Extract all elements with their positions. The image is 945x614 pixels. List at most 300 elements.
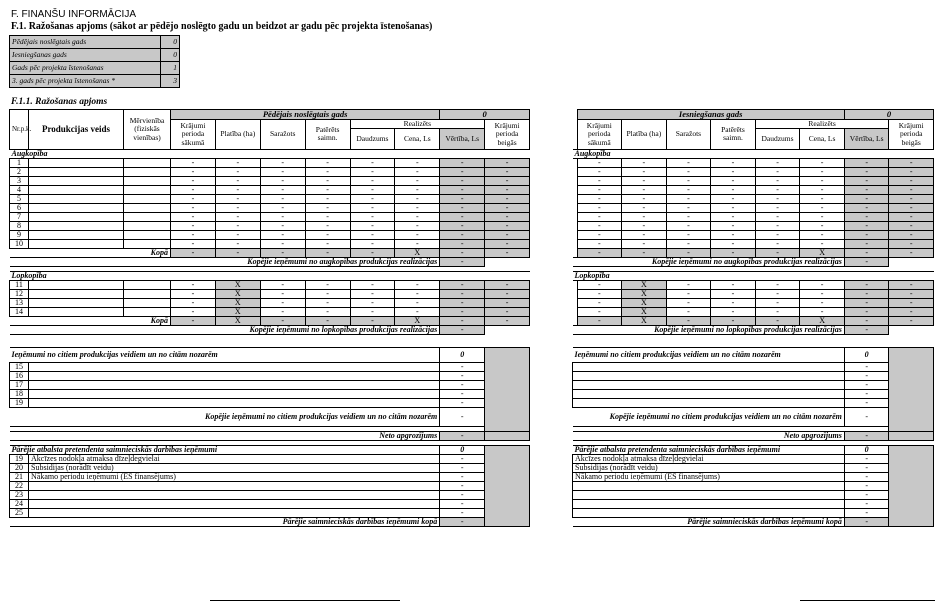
stock-end-cell: - bbox=[889, 240, 934, 249]
summary-label: Pēdējais noslēgtais gads bbox=[10, 36, 161, 49]
crops-income-value: - bbox=[844, 258, 889, 267]
rest-item-cell[interactable] bbox=[573, 491, 845, 500]
area-cell: X bbox=[215, 308, 260, 317]
block-value: 0 bbox=[440, 110, 530, 120]
rest-item-cell[interactable]: Nākamo periodu ieņēmumi (ES finansējums) bbox=[29, 473, 440, 482]
table-row bbox=[573, 231, 934, 240]
table-row bbox=[10, 473, 530, 482]
other-item-cell[interactable] bbox=[29, 372, 440, 381]
stock-start-cell: - bbox=[577, 195, 622, 204]
qty-cell: - bbox=[755, 290, 800, 299]
other-item-cell[interactable] bbox=[573, 381, 845, 390]
product-cell[interactable] bbox=[29, 213, 124, 222]
spacer bbox=[10, 335, 530, 348]
product-cell[interactable] bbox=[29, 168, 124, 177]
row-number: 16 bbox=[10, 372, 29, 381]
sold-header: Realizēts bbox=[350, 119, 485, 129]
rest-item-cell[interactable]: Nākamo periodu ieņēmumi (ES finansējums) bbox=[573, 473, 845, 482]
consumed-cell: - bbox=[305, 290, 350, 299]
crops-income-label: Kopējie ieņēmumi no augkopības produkcijas realizācijas bbox=[10, 258, 440, 267]
rest-value-cell: - bbox=[844, 491, 889, 500]
area-cell: - bbox=[215, 240, 260, 249]
price-cell: - bbox=[800, 281, 845, 290]
livestock-income-value: - bbox=[440, 326, 485, 335]
total-stock-start: - bbox=[577, 249, 622, 258]
unit-cell[interactable] bbox=[124, 299, 171, 308]
row-number: 3 bbox=[10, 177, 29, 186]
table-row bbox=[573, 195, 934, 204]
price-cell: - bbox=[395, 281, 440, 290]
produced-cell: - bbox=[666, 177, 711, 186]
other-value-cell: - bbox=[440, 381, 485, 390]
price-cell: - bbox=[800, 177, 845, 186]
value-cell: - bbox=[440, 290, 485, 299]
total-produced: - bbox=[260, 317, 305, 326]
rest-value-cell: - bbox=[440, 464, 485, 473]
rest-total-label: Pārējie saimnieciskās darbības ieņēmumi kopā bbox=[573, 518, 845, 527]
production-volume-heading: F.1.1. Ražošanas apjoms bbox=[11, 97, 108, 107]
stock-end-cell: - bbox=[889, 290, 934, 299]
stock-start-cell: - bbox=[577, 299, 622, 308]
rest-item-cell[interactable]: Subsidijas (norādīt veidu) bbox=[29, 464, 440, 473]
stock-start-cell: - bbox=[171, 299, 216, 308]
stock-end-header: Krājumi perioda beigās bbox=[485, 119, 530, 150]
value-cell: - bbox=[844, 290, 889, 299]
table-row bbox=[10, 168, 530, 177]
stock-start-cell: - bbox=[171, 240, 216, 249]
income-row bbox=[573, 258, 934, 267]
rest-item-cell[interactable] bbox=[573, 482, 845, 491]
value-cell: - bbox=[440, 186, 485, 195]
table-row bbox=[573, 372, 934, 381]
produced-cell: - bbox=[260, 308, 305, 317]
price-cell: - bbox=[395, 213, 440, 222]
qty-cell: - bbox=[755, 204, 800, 213]
consumed-cell: - bbox=[711, 213, 756, 222]
value-cell: - bbox=[844, 159, 889, 168]
consumed-cell: - bbox=[305, 168, 350, 177]
area-cell: - bbox=[215, 159, 260, 168]
consumed-cell: - bbox=[711, 159, 756, 168]
block-value: 0 bbox=[844, 110, 933, 120]
stock-start-cell: - bbox=[577, 177, 622, 186]
nr-header: Nr.p.k. bbox=[10, 110, 29, 150]
table-row bbox=[10, 372, 530, 381]
stock-end-cell: - bbox=[485, 299, 530, 308]
value-cell: - bbox=[844, 177, 889, 186]
row-number: 4 bbox=[10, 186, 29, 195]
total-price: X bbox=[395, 317, 440, 326]
produced-cell: - bbox=[666, 213, 711, 222]
stock-start-cell: - bbox=[577, 281, 622, 290]
price-cell: - bbox=[800, 186, 845, 195]
rest-value-cell: - bbox=[844, 509, 889, 518]
stock-end-cell: - bbox=[485, 213, 530, 222]
block-title: Pēdējais noslēgtais gads bbox=[171, 110, 440, 120]
table-row bbox=[10, 204, 530, 213]
table-row bbox=[573, 390, 934, 399]
consumed-cell: - bbox=[305, 308, 350, 317]
net-turnover-label: Neto apgrozījums bbox=[573, 432, 845, 441]
product-cell[interactable] bbox=[29, 299, 124, 308]
unit-cell[interactable] bbox=[124, 168, 171, 177]
total-price: X bbox=[800, 317, 845, 326]
unit-cell[interactable] bbox=[124, 290, 171, 299]
price-cell: - bbox=[800, 213, 845, 222]
area-cell: X bbox=[622, 308, 667, 317]
price-cell: - bbox=[395, 222, 440, 231]
qty-cell: - bbox=[350, 195, 395, 204]
livestock-income-label: Kopējie ieņēmumi no lopkopības produkcijas realizācijas bbox=[573, 326, 845, 335]
stock-end-cell: - bbox=[889, 168, 934, 177]
total-label: Kopā bbox=[10, 249, 171, 258]
stock-end-cell: - bbox=[485, 195, 530, 204]
product-cell[interactable] bbox=[29, 240, 124, 249]
value-cell: - bbox=[440, 168, 485, 177]
section-row bbox=[573, 272, 934, 281]
stock-start-cell: - bbox=[171, 168, 216, 177]
production-table-left bbox=[9, 109, 530, 527]
value-cell: - bbox=[844, 281, 889, 290]
table-row bbox=[573, 482, 934, 491]
product-cell[interactable] bbox=[29, 222, 124, 231]
qty-cell: - bbox=[350, 281, 395, 290]
row-number: 21 bbox=[10, 473, 29, 482]
rest-item-cell[interactable]: Akcīzes nodokļa atmaksa dīzeļdegvielai bbox=[573, 455, 845, 464]
other-item-cell[interactable] bbox=[29, 399, 440, 408]
qty-cell: - bbox=[350, 299, 395, 308]
other-total-value: - bbox=[440, 408, 485, 427]
unit-cell[interactable] bbox=[124, 281, 171, 290]
row-number: 17 bbox=[10, 381, 29, 390]
rest-value-cell: - bbox=[440, 491, 485, 500]
area-cell: X bbox=[622, 290, 667, 299]
area-cell: - bbox=[622, 240, 667, 249]
area-cell: X bbox=[215, 290, 260, 299]
stock-end-cell: - bbox=[889, 213, 934, 222]
spacer bbox=[573, 335, 934, 348]
rest-value-cell: - bbox=[440, 500, 485, 509]
table-row bbox=[10, 177, 530, 186]
produced-cell: - bbox=[260, 204, 305, 213]
table-row bbox=[10, 213, 530, 222]
total-stock-end: - bbox=[485, 317, 530, 326]
produced-cell: - bbox=[666, 308, 711, 317]
year-summary-table bbox=[9, 35, 180, 88]
value-cell: - bbox=[440, 177, 485, 186]
other-item-cell[interactable] bbox=[573, 372, 845, 381]
area-cell: - bbox=[215, 195, 260, 204]
price-cell: - bbox=[395, 299, 440, 308]
other-item-cell[interactable] bbox=[573, 399, 845, 408]
price-cell: - bbox=[395, 168, 440, 177]
value-cell: - bbox=[844, 213, 889, 222]
rest-item-cell[interactable] bbox=[573, 500, 845, 509]
row-number: 6 bbox=[10, 204, 29, 213]
rest-item-cell[interactable] bbox=[29, 482, 440, 491]
section-row bbox=[10, 348, 530, 363]
row-number: 14 bbox=[10, 308, 29, 317]
unit-cell[interactable] bbox=[124, 222, 171, 231]
unit-cell[interactable] bbox=[124, 159, 171, 168]
unit-cell[interactable] bbox=[124, 195, 171, 204]
signature-line bbox=[210, 600, 400, 601]
total-value: - bbox=[844, 317, 889, 326]
unit-cell[interactable] bbox=[124, 186, 171, 195]
consumed-cell: - bbox=[711, 290, 756, 299]
price-cell: - bbox=[800, 168, 845, 177]
table-row bbox=[573, 363, 934, 372]
stock-end-cell: - bbox=[889, 186, 934, 195]
net-turnover-value: - bbox=[440, 432, 485, 441]
table-row bbox=[573, 491, 934, 500]
stock-end-cell: - bbox=[485, 240, 530, 249]
qty-header: Daudzums bbox=[755, 129, 800, 150]
total-stock-end: - bbox=[889, 317, 934, 326]
product-cell[interactable] bbox=[29, 231, 124, 240]
qty-cell: - bbox=[755, 159, 800, 168]
net-turnover-label: Neto apgrozījums bbox=[10, 432, 440, 441]
qty-cell: - bbox=[755, 177, 800, 186]
header-row bbox=[573, 119, 934, 129]
produced-cell: - bbox=[260, 231, 305, 240]
net-row bbox=[10, 432, 530, 441]
unit-cell[interactable] bbox=[124, 213, 171, 222]
area-cell: - bbox=[622, 186, 667, 195]
row-number: 11 bbox=[10, 281, 29, 290]
table-row bbox=[10, 281, 530, 290]
value-cell: - bbox=[844, 195, 889, 204]
rest-value-cell: - bbox=[844, 464, 889, 473]
rest-item-cell[interactable]: Akcīzes nodokļa atmaksa dīzeļdegvielai bbox=[29, 455, 440, 464]
other-item-cell[interactable] bbox=[29, 381, 440, 390]
spacer-cell bbox=[889, 258, 934, 267]
product-cell[interactable] bbox=[29, 159, 124, 168]
net-row bbox=[573, 432, 934, 441]
unit-cell[interactable] bbox=[124, 204, 171, 213]
produced-cell: - bbox=[260, 222, 305, 231]
rest-income-label: Pārējie atbalsta pretendenta saimnieciskās darbības ieņēmumi bbox=[573, 446, 845, 455]
consumed-cell: - bbox=[305, 177, 350, 186]
stock-end-cell: - bbox=[485, 231, 530, 240]
other-item-cell[interactable] bbox=[29, 363, 440, 372]
area-cell: X bbox=[215, 281, 260, 290]
consumed-cell: - bbox=[305, 195, 350, 204]
other-item-cell[interactable] bbox=[573, 363, 845, 372]
consumed-cell: - bbox=[305, 240, 350, 249]
total-stock-end: - bbox=[889, 249, 934, 258]
produced-cell: - bbox=[260, 213, 305, 222]
row-number: 20 bbox=[10, 464, 29, 473]
other-income-label: Ieņēmumi no citiem produkcijas veidiem un no citām nozarēm bbox=[10, 348, 440, 363]
produced-cell: - bbox=[260, 168, 305, 177]
area-header: Platība (ha) bbox=[215, 119, 260, 150]
other-value-cell: - bbox=[440, 399, 485, 408]
value-cell: - bbox=[844, 240, 889, 249]
other-value-cell: - bbox=[844, 372, 889, 381]
row-number: 19 bbox=[10, 399, 29, 408]
total-consumed: - bbox=[711, 249, 756, 258]
table-row bbox=[573, 500, 934, 509]
value-cell: - bbox=[440, 240, 485, 249]
table-row bbox=[573, 240, 934, 249]
summary-row bbox=[10, 62, 180, 75]
table-row bbox=[10, 482, 530, 491]
produced-cell: - bbox=[260, 186, 305, 195]
table-row bbox=[10, 159, 530, 168]
qty-cell: - bbox=[755, 168, 800, 177]
product-cell[interactable] bbox=[29, 177, 124, 186]
price-cell: - bbox=[800, 240, 845, 249]
other-item-cell[interactable] bbox=[573, 390, 845, 399]
consumed-cell: - bbox=[305, 213, 350, 222]
value-cell: - bbox=[844, 231, 889, 240]
income-row bbox=[10, 326, 530, 335]
price-cell: - bbox=[395, 195, 440, 204]
qty-cell: - bbox=[755, 308, 800, 317]
value-cell: - bbox=[440, 204, 485, 213]
total-area: - bbox=[215, 249, 260, 258]
table-row bbox=[573, 281, 934, 290]
stock-start-cell: - bbox=[171, 308, 216, 317]
rest-value-cell: - bbox=[440, 482, 485, 491]
price-cell: - bbox=[800, 290, 845, 299]
area-cell: - bbox=[622, 159, 667, 168]
price-cell: - bbox=[395, 186, 440, 195]
spacer-cell bbox=[485, 326, 530, 335]
sold-header: Realizēts bbox=[755, 119, 889, 129]
rest-value-cell: - bbox=[844, 473, 889, 482]
summary-label: Gads pēc projekta īstenošanas bbox=[10, 62, 161, 75]
qty-cell: - bbox=[350, 177, 395, 186]
total-qty: - bbox=[350, 249, 395, 258]
stock-end-cell: - bbox=[889, 195, 934, 204]
other-value-cell: - bbox=[844, 399, 889, 408]
stock-end-cell: - bbox=[485, 281, 530, 290]
qty-cell: - bbox=[755, 222, 800, 231]
stock-end-header: Krājumi perioda beigās bbox=[889, 119, 934, 150]
rest-item-cell[interactable] bbox=[29, 491, 440, 500]
stock-start-cell: - bbox=[577, 231, 622, 240]
total-stock-end: - bbox=[485, 249, 530, 258]
product-cell[interactable] bbox=[29, 308, 124, 317]
stock-start-cell: - bbox=[577, 222, 622, 231]
product-cell[interactable] bbox=[29, 195, 124, 204]
section-row bbox=[10, 150, 530, 159]
qty-cell: - bbox=[350, 204, 395, 213]
table-row bbox=[10, 390, 530, 399]
total-area: - bbox=[622, 249, 667, 258]
consumed-cell: - bbox=[711, 299, 756, 308]
stock-start-cell: - bbox=[577, 168, 622, 177]
price-cell: - bbox=[395, 240, 440, 249]
unit-cell[interactable] bbox=[124, 177, 171, 186]
section-title: F. FINANŠU INFORMĀCIJA bbox=[11, 9, 137, 20]
stock-start-header: Krājumi perioda sākumā bbox=[577, 119, 622, 150]
table-row bbox=[10, 509, 530, 518]
table-row bbox=[10, 363, 530, 372]
price-cell: - bbox=[800, 195, 845, 204]
gray-column bbox=[889, 446, 934, 527]
qty-cell: - bbox=[350, 240, 395, 249]
summary-value: 1 bbox=[161, 62, 180, 75]
block-title: Iesniegšanas gads bbox=[577, 110, 844, 120]
stock-end-cell: - bbox=[889, 222, 934, 231]
summary-row bbox=[10, 75, 180, 88]
unit-cell[interactable] bbox=[124, 231, 171, 240]
consumed-cell: - bbox=[711, 204, 756, 213]
product-cell[interactable] bbox=[29, 186, 124, 195]
value-cell: - bbox=[844, 204, 889, 213]
livestock-income-label: Kopējie ieņēmumi no lopkopības produkcijas realizācijas bbox=[10, 326, 440, 335]
net-turnover-value: - bbox=[844, 432, 889, 441]
qty-cell: - bbox=[350, 222, 395, 231]
other-total-label: Kopējie ieņēmumi no citiem produkcijas veidiem un no citām nozarēm bbox=[573, 408, 845, 427]
value-cell: - bbox=[440, 213, 485, 222]
total-value: - bbox=[440, 249, 485, 258]
summary-label: 3. gads pēc projekta īstenošanas * bbox=[10, 75, 161, 88]
livestock-income-value: - bbox=[844, 326, 889, 335]
stock-start-cell: - bbox=[577, 308, 622, 317]
stock-end-cell: - bbox=[889, 299, 934, 308]
area-cell: - bbox=[215, 231, 260, 240]
product-cell[interactable] bbox=[29, 290, 124, 299]
table-row bbox=[573, 222, 934, 231]
unit-header: Mērvienība (fiziskās vienības) bbox=[124, 110, 171, 150]
row-number: 8 bbox=[10, 222, 29, 231]
total-produced: - bbox=[260, 249, 305, 258]
income-row bbox=[10, 258, 530, 267]
table-row bbox=[10, 290, 530, 299]
total-consumed: - bbox=[305, 317, 350, 326]
price-cell: - bbox=[800, 299, 845, 308]
value-cell: - bbox=[844, 186, 889, 195]
rest-item-cell[interactable]: Subsidijas (norādīt veidu) bbox=[573, 464, 845, 473]
summary-row bbox=[10, 49, 180, 62]
price-header: Cena, Ls bbox=[800, 129, 845, 150]
table-row bbox=[10, 299, 530, 308]
table-row bbox=[573, 299, 934, 308]
spacer-cell bbox=[485, 432, 530, 441]
rest-income-value: 0 bbox=[844, 446, 889, 455]
product-cell[interactable] bbox=[29, 204, 124, 213]
total-produced: - bbox=[666, 249, 711, 258]
summary-value: 3 bbox=[161, 75, 180, 88]
row-number: 5 bbox=[10, 195, 29, 204]
section-livestock: Lopkopība bbox=[10, 272, 530, 281]
produced-cell: - bbox=[260, 177, 305, 186]
value-cell: - bbox=[440, 308, 485, 317]
produced-cell: - bbox=[666, 195, 711, 204]
consumed-cell: - bbox=[711, 281, 756, 290]
area-cell: - bbox=[622, 195, 667, 204]
row-number: 24 bbox=[10, 500, 29, 509]
table-row bbox=[573, 308, 934, 317]
table-row bbox=[573, 177, 934, 186]
subsection-title: F.1. Ražošanas apjoms (sākot ar pēdējo noslēgto gadu un beidzot ar gadu pēc projekta īstenošanas) bbox=[11, 21, 433, 32]
other-item-cell[interactable] bbox=[29, 390, 440, 399]
rest-item-cell[interactable] bbox=[29, 500, 440, 509]
value-cell: - bbox=[440, 222, 485, 231]
gray-column bbox=[485, 446, 530, 527]
total-stock-start: - bbox=[171, 317, 216, 326]
row-number: 25 bbox=[10, 509, 29, 518]
area-cell: - bbox=[622, 231, 667, 240]
other-value-cell: - bbox=[844, 363, 889, 372]
stock-end-cell: - bbox=[889, 159, 934, 168]
product-cell[interactable] bbox=[29, 281, 124, 290]
consumed-cell: - bbox=[711, 308, 756, 317]
